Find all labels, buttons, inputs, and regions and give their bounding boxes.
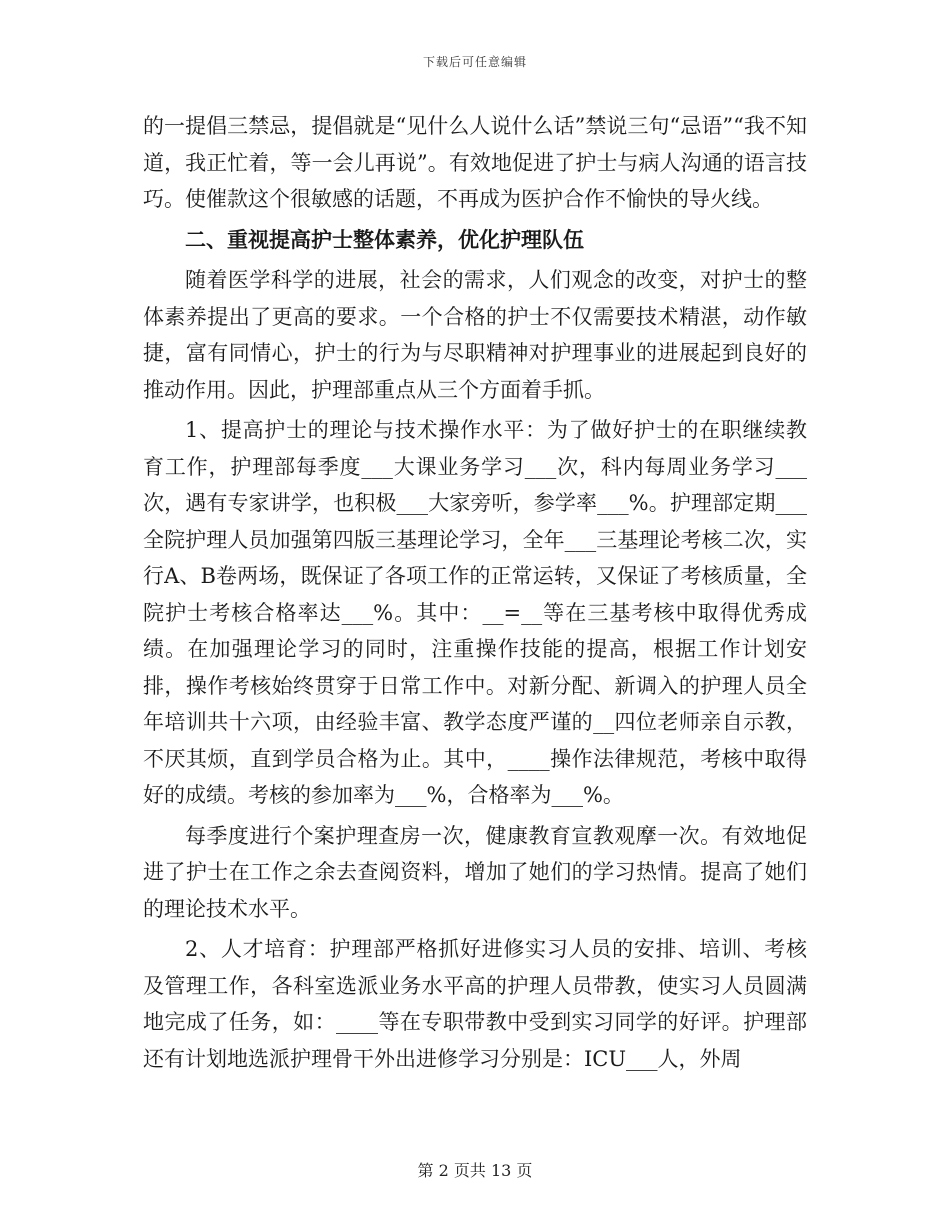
- document-body: [143, 108, 807, 1077]
- paragraph-item-2: 2、人才培育：护理部严格抓好进修实习人员的安排、培训、考核及管理工作，各科室选派业务水平高的护理人员带教，使实习人员圆满地完成了任务，如：____等在专职带教中受到实习同学的好评。护理部还有计划地选派护理骨干外出进修学习分别是：ICU___人，外周: [143, 937, 807, 1071]
- page-footer: 第 2 页共 13 页: [417, 1161, 533, 1180]
- paragraph-case-rounds: 每季度进行个案护理查房一次，健康教育宣教观摩一次。有效地促进了护士在工作之余去查阅资料，增加了她们的学习热情。提高了她们的理论技术水平。: [143, 823, 807, 921]
- paragraph-continuation: 的一提倡三禁忌，提倡就是“见什么人说什么话”禁说三句“忌语”“我不知道，我正忙着，等一会儿再说”。有效地促进了护士与病人沟通的语言技巧。使催款这个很敏感的话题，不再成为医护合作不愉快的导火线。: [143, 114, 807, 211]
- section-heading: 二、重视提高护士整体素养，优化护理队伍: [185, 227, 584, 252]
- paragraph-item-1: 1、提高护士的理论与技术操作水平：为了做好护士的在职继续教育工作，护理部每季度___大课业务学习___次，科内每周业务学习___次，遇有专家讲学，也积极___大家旁听，参学率___%。护理部定期___全院护理人员加强第四版三基理论学习，全年___三基理论考核二次，实行A、B卷两场，既保证了各项工作的正常运转，又保证了考核质量，全院护士考核合格率达___%。其中：__=__等在三基考核中取得优秀成绩。在加强理论学习的同时，注重操作技能的提高，根据工作计划安排，操作考核始终贯穿于日常工作中。对新分配、新调入的护理人员全年培训共十六项，由经验丰富、教学态度严谨的__四位老师亲自示教，不厌其烦，直到学员合格为止。其中，____操作法律规范，考核中取得好的成绩。考核的参加率为___%，合格率为___%。: [143, 418, 807, 807]
- paragraph-intro: 随着医学科学的进展，社会的需求，人们观念的改变，对护士的整体素养提出了更高的要求。一个合格的护士不仅需要技术精湛，动作敏捷，富有同情心，护士的行为与尽职精神对护理事业的进展起到良好的推动作用。因此，护理部重点从三个方面着手抓。: [143, 268, 807, 402]
- page-header: 下载后可任意编辑: [422, 55, 527, 69]
